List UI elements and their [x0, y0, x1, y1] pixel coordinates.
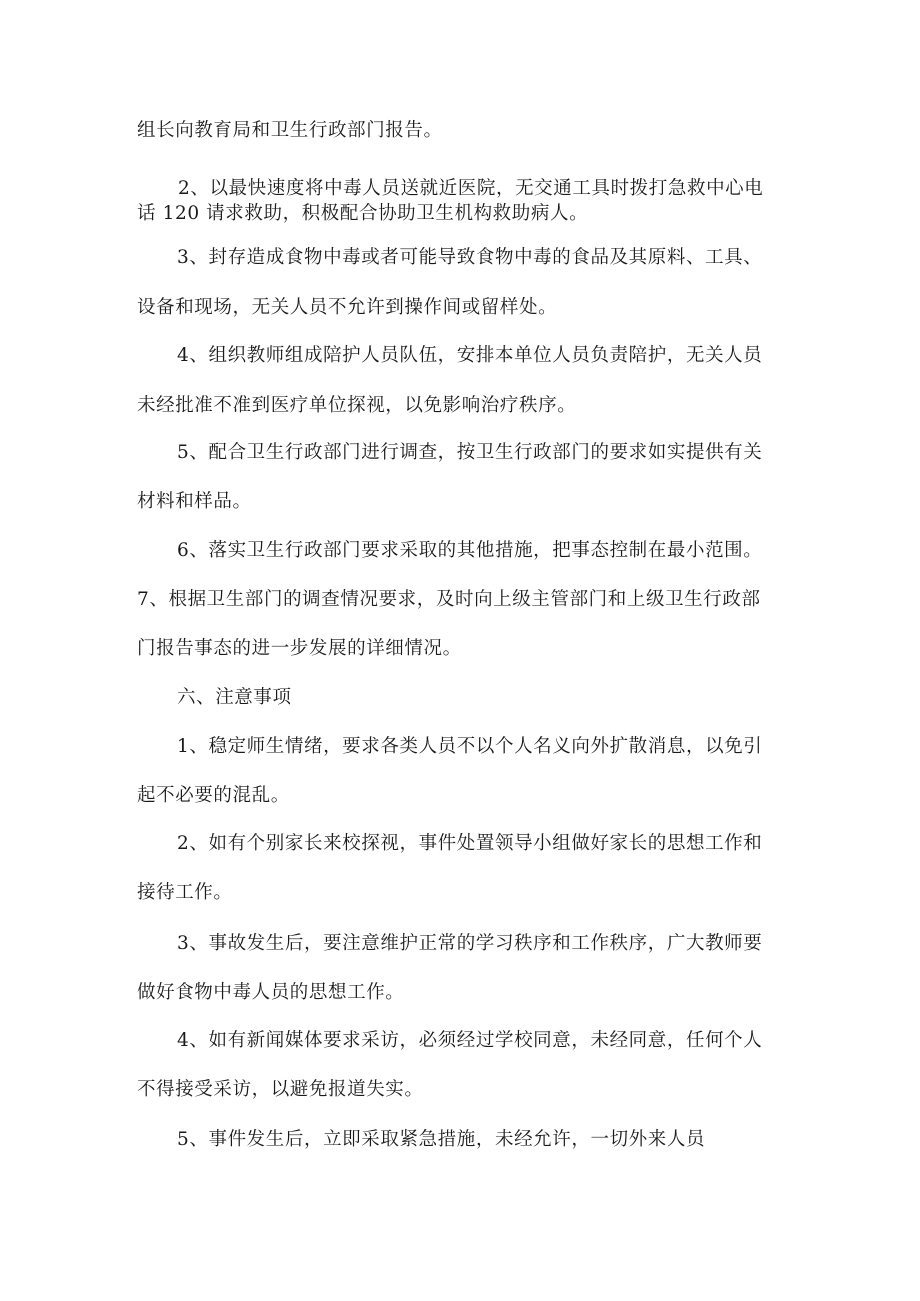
text-line-15: 起不必要的混乱。: [137, 785, 290, 806]
section-heading: 六、注意事项: [177, 687, 292, 708]
text-line-4: 3、封存造成食物中毒或者可能导致食物中毒的食品及其原料、工具、: [177, 247, 763, 268]
text-line-2: 2、以最快速度将中毒人员送就近医院，无交通工具时拨打急救中心电: [178, 178, 764, 199]
text-line-11: 7、根据卫生部门的调查情况要求，及时向上级主管部门和上级卫生行政部: [137, 589, 761, 610]
text-line-14: 1、稳定师生情绪，要求各类人员不以个人名义向外扩散消息，以免引: [177, 736, 763, 757]
text-line-10: 6、落实卫生行政部门要求采取的其他措施，把事态控制在最小范围。: [177, 540, 763, 561]
text-line-7: 未经批准不准到医疗单位探视，以免影响治疗秩序。: [137, 395, 577, 416]
text-line-22: 5、事件发生后，立即采取紧急措施，未经允许，一切外来人员: [177, 1129, 706, 1150]
text-line-1: 组长向教育局和卫生行政部门报告。: [137, 120, 443, 141]
text-line-9: 材料和样品。: [137, 491, 252, 512]
text-line-16: 2、如有个别家长来校探视，事件处置领导小组做好家长的思想工作和: [177, 833, 763, 854]
text-line-21: 不得接受采访，以避免报道失实。: [137, 1079, 424, 1100]
text-line-18: 3、事故发生后，要注意维护正常的学习秩序和工作秩序，广大教师要: [177, 933, 763, 954]
text-line-12: 门报告事态的进一步发展的详细情况。: [137, 638, 462, 659]
text-line-17: 接待工作。: [137, 882, 233, 903]
text-line-5: 设备和现场，无关人员不允许到操作间或留样处。: [137, 297, 558, 318]
text-line-6: 4、组织教师组成陪护人员队伍，安排本单位人员负责陪护，无关人员: [177, 345, 763, 366]
text-line-20: 4、如有新闻媒体要求采访，必须经过学校同意，未经同意，任何个人: [177, 1030, 763, 1051]
text-line-3: 话 120 请求救助，积极配合协助卫生机构救助病人。: [137, 203, 589, 224]
text-line-8: 5、配合卫生行政部门进行调查，按卫生行政部门的要求如实提供有关: [177, 442, 763, 463]
text-line-19: 做好食物中毒人员的思想工作。: [137, 982, 405, 1003]
